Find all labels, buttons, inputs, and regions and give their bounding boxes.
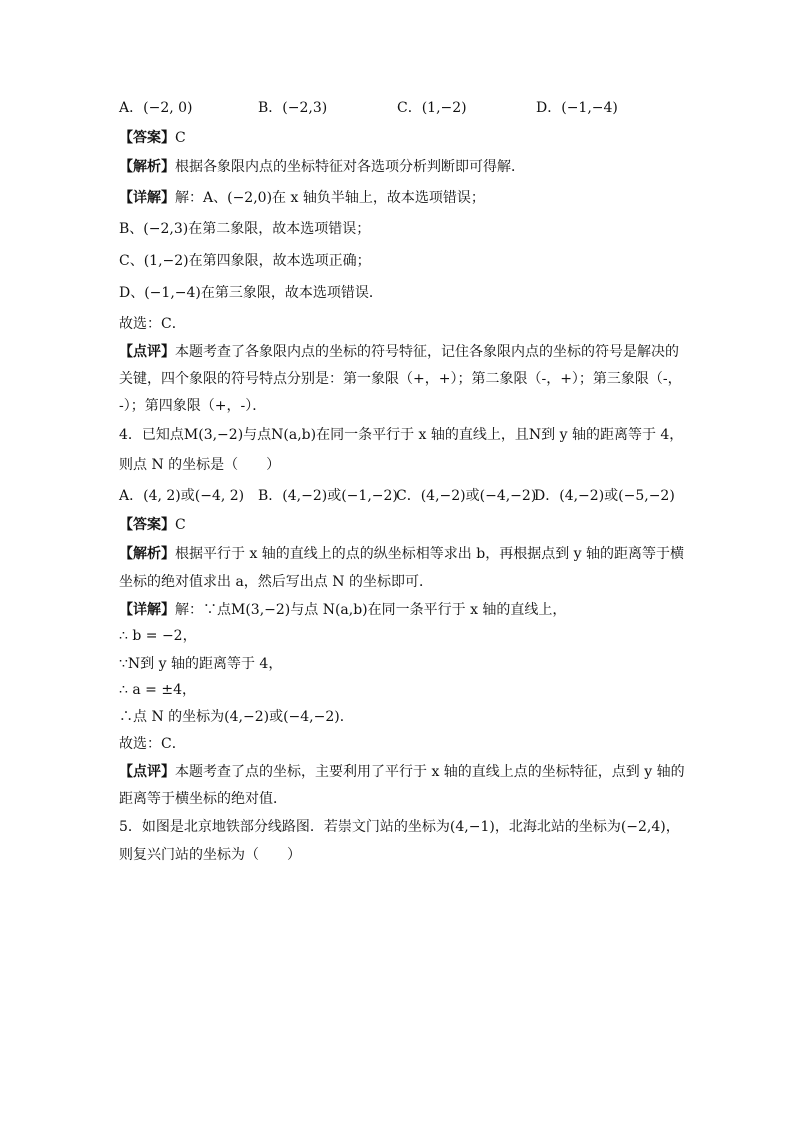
analysis-tag: 【解析】 — [119, 546, 175, 562]
option-value: (1,−2) — [421, 100, 467, 116]
q3-comment-2: 关键，四个象限的符号特点分别是：第一象限（+，+）；第二象限（-，+）；第三象限（-， — [119, 371, 682, 387]
comment-text: 本题考查了点的坐标，主要利用了平行于 x 轴的直线上点的坐标特征，点到 y 轴的 — [175, 764, 685, 780]
q3-option-c — [397, 98, 467, 118]
q3-choose: 故选：C． — [119, 316, 186, 332]
q4-detail-1 — [119, 600, 566, 620]
option-letter: C． — [397, 100, 422, 116]
q4-analysis-1 — [119, 544, 684, 564]
q4-analysis-2: 坐标的绝对值求出 a，然后写出点 N 的坐标即可． — [119, 574, 433, 590]
answer-tag: 【答案】 — [119, 130, 175, 146]
option-letter: A． — [119, 488, 144, 504]
analysis-text: 根据各象限内点的坐标特征对各选项分析判断即可得解． — [175, 159, 525, 175]
answer-value: C — [175, 130, 186, 146]
q3-analysis — [119, 157, 525, 177]
q4-stem-1: 4．已知点M(3,−2)与点N(a,b)在同一条平行于 x 轴的直线上，且N到 y 轴的距离等于 4， — [119, 427, 684, 443]
comment-text: 本题考查了各象限内点的坐标的符号特征，记住各象限内点的坐标的符号是解决的 — [175, 344, 679, 360]
q4-option-d — [534, 486, 675, 506]
option-value: (4,−2)或(−5,−2) — [559, 488, 675, 504]
q4-detail-4: ∴ a = ±4， — [119, 682, 196, 698]
option-value: (−1,−4) — [561, 100, 618, 116]
option-value: (−2,3) — [282, 100, 328, 116]
option-value: (−2, 0) — [143, 100, 193, 116]
q4-comment-2: 距离等于横坐标的绝对值． — [119, 791, 287, 807]
q5-stem-1: 5．如图是北京地铁部分线路图．若崇文门站的坐标为(4,−1)，北海北站的坐标为(−2,4)， — [119, 819, 680, 835]
comment-tag: 【点评】 — [119, 344, 175, 360]
option-value: (4,−2)或(−1,−2) — [282, 488, 398, 504]
q3-detail-3: C、(1,−2)在第四象限，故本选项正确； — [119, 253, 371, 269]
q4-comment-1 — [119, 762, 685, 782]
q4-detail-3: ∵N到 y 轴的距离等于 4， — [119, 656, 283, 672]
q3-option-d — [536, 98, 618, 118]
answer-value: C — [175, 517, 186, 533]
q4-answer — [119, 515, 186, 535]
q4-choose: 故选：C． — [119, 736, 186, 752]
detail-text: 解：A、(−2,0)在 x 轴负半轴上，故本选项错误； — [175, 190, 485, 206]
q4-option-a — [119, 486, 244, 506]
q5-stem-2: 则复兴门站的坐标为（ ） — [119, 847, 301, 863]
option-letter: C． — [396, 488, 421, 504]
option-letter: D． — [534, 488, 560, 504]
analysis-tag: 【解析】 — [119, 159, 175, 175]
option-letter: D． — [536, 100, 562, 116]
detail-tag: 【详解】 — [119, 190, 175, 206]
q3-detail-1 — [119, 188, 485, 208]
q3-option-b — [258, 98, 327, 118]
q4-stem-2: 则点 N 的坐标是（ ） — [119, 457, 281, 473]
analysis-text: 根据平行于 x 轴的直线上的点的纵坐标相等求出 b，再根据点到 y 轴的距离等于横 — [175, 546, 685, 562]
comment-tag: 【点评】 — [119, 764, 175, 780]
option-letter: B． — [258, 488, 283, 504]
q3-detail-4: D、(−1,−4)在第三象限，故本选项错误． — [119, 285, 383, 301]
q3-detail-2: B、(−2,3)在第二象限，故本选项错误； — [119, 221, 371, 237]
q4-option-b — [258, 486, 398, 506]
q3-comment-1 — [119, 342, 679, 362]
q3-comment-3: -）；第四象限（+，-）． — [119, 398, 267, 414]
answer-tag: 【答案】 — [119, 517, 175, 533]
q4-option-c — [396, 486, 536, 506]
option-letter: A． — [119, 100, 144, 116]
option-value: (4, 2)或(−4, 2) — [143, 488, 245, 504]
q4-detail-2: ∴ b = −2， — [119, 628, 197, 644]
option-value: (4,−2)或(−4,−2) — [420, 488, 537, 504]
detail-text: 解：∵点M(3,−2)与点 N(a,b)在同一条平行于 x 轴的直线上， — [175, 602, 567, 618]
q4-detail-5: ∴点 N 的坐标为(4,−2)或(−4,−2)． — [119, 709, 354, 725]
q3-answer — [119, 128, 186, 148]
option-letter: B． — [258, 100, 283, 116]
q3-option-a — [119, 98, 193, 118]
detail-tag: 【详解】 — [119, 602, 175, 618]
